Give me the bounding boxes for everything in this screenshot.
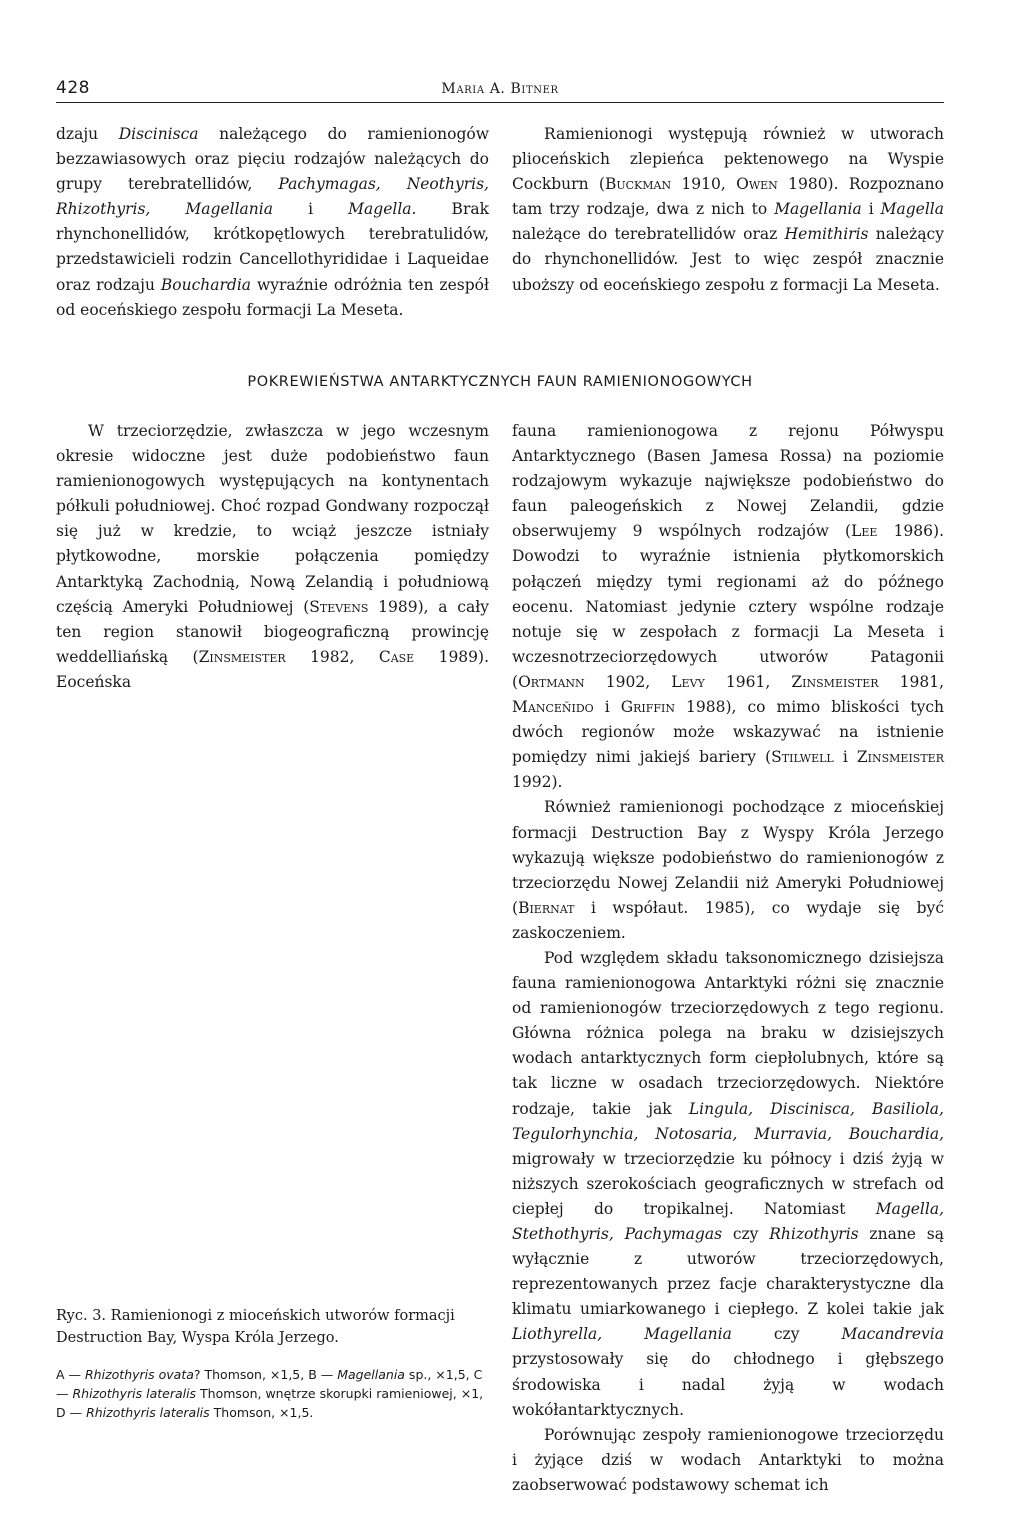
- paragraph: W trzeciorzędzie, zwłaszcza w jego wczesnym okresie widoczne jest duże podobieństwo faun ramienionogowych występujących na kontynentach półkuli południowej. Choć rozpad Gondwany rozpoczął się już w kredzie, to wciąż jeszcze istniały płytkowodne, morskie połączenia pomiędzy Antarktyką Zachodnią, Nową Zelandią i południową częścią Ameryki Południowej (Stevens 1989), a cały ten region stanowił biogeograficzną prowincję weddelliańską (Zinsmeister 1982, Case 1989). Eoceńska: [56, 422, 489, 691]
- text-column-top-right: [512, 122, 944, 298]
- paragraph: Ramienionogi występują również w utworach plioceńskich zlepieńca pektenowego na Wyspie Cockburn (Buckman 1910, Owen 1980). Rozpoznano tam trzy rodzaje, dwa z nich to Magellania i Magella należące do terebratellidów oraz Hemithiris należący do rhynchonellidów. Jest to więc zespół znacznie uboższy od eoceńskiego zespołu z formacji La Meseta.: [512, 125, 944, 294]
- paragraph: fauna ramienionogowa z rejonu Półwyspu Antarktycznego (Basen Jamesa Rossa) na poziomie rodzajowym wykazuje największe podobieństwo do faun paleogeńskich z Nowej Zelandii, gdzie obserwujemy 9 wspólnych rodzajów (Lee 1986). Dowodzi to wyraźnie istnienia płytkomorskich połączeń między tymi regionami aż do późnego eocenu. Natomiast jedynie cztery wspólne rodzaje notuje się w zespołach z formacji La Meseta i wczesnotrzeciorzędowych utworów Patagonii (Ortmann 1902, Levy 1961, Zinsmeister 1981, Manceñido i Griffin 1988), co mimo bliskości tych dwóch regionów może wskazywać na istnienie pomiędzy nimi jakiejś bariery (Stilwell i Zinsmeister 1992).: [512, 422, 945, 792]
- text-column-right: [512, 419, 944, 1498]
- section-heading: POKREWIEŃSTWA ANTARKTYCZNYCH FAUN RAMIENIONOGOWYCH: [247, 374, 753, 390]
- page-header: [56, 78, 944, 103]
- paragraph: Pod względem składu taksonomicznego dzisiejsza fauna ramienionogowa Antarktyki różni się znacznie od ramienionogów trzeciorzędowych z tego regionu. Główna różnica polega na braku w dzisiejszych wodach antarktycznych form ciepłolubnych, które są tak liczne w osadach trzeciorzędowych. Niektóre rodzaje, takie jak Lingula, Discinisca, Basiliola, Tegulorhynchia, Notosaria, Murravia, Bouchardia, migrowały w trzeciorzędzie ku północy i dziś żyją w niższych szerokościach geograficznych w strefach od ciepłej do tropikalnej. Natomiast Magella, Stethothyris, Pachymagas czy Rhizothyris znane są wyłącznie z utworów trzeciorzędowych, reprezentowanych przez facje charakterystyczne dla klimatu umiarkowanego i ciepłego. Z kolei takie jak Liothyrella, Magellania czy Macandrevia przystosowały się do chłodnego i głębszego środowiska i nadal żyją w wodach wokółantarktycznych.: [512, 948, 944, 1419]
- paragraph: Również ramienionogi pochodzące z mioceńskiej formacji Destruction Bay z Wyspy Króla Jerzego wykazują większe podobieństwo do ramienionogów z trzeciorzędu Nowej Zelandii niż Ameryki Południowej (Biernat i współaut. 1985), co wydaje się być zaskoczeniem.: [512, 798, 944, 942]
- paragraph: dzaju Discinisca należącego do ramienionogów bezzawiasowych oraz pięciu rodzajów należących do grupy terebratellidów, Pachymagas, Neothyris, Rhizothyris, Magellania i Magella. Brak rhynchonellidów, krótkopętlowych terebratulidów, przedstawicieli rodzin Cancellothyrididae i Laqueidae oraz rodzaju Bouchardia wyraźnie odróżnia ten zespół od eoceńskiego zespołu formacji La Meseta.: [56, 125, 489, 319]
- paragraph: Porównując zespoły ramienionogowe trzeciorzędu i żyjące dziś w wodach Antarktyki to można zaobserwować podstawowy schemat ich: [512, 1425, 944, 1494]
- running-head: Maria A. Bitner: [441, 81, 559, 97]
- figure-placeholder: [56, 690, 489, 1296]
- page-number: 428: [56, 78, 90, 98]
- text-column-top-left: [56, 122, 489, 323]
- figure-legend: A — Rhizothyris ovata? Thomson, ×1,5, B — Magellania sp., ×1,5, C — Rhizothyris lateralis Thomson, wnętrze skorupki ramieniowej, ×1, D — Rhizothyris lateralis Thomson, ×1,5.: [56, 1367, 484, 1420]
- figure-caption: Ryc. 3. Ramienionogi z mioceńskich utworów formacji Destruction Bay, Wyspa Króla Jerzego.: [56, 1308, 455, 1346]
- text-column-left: [56, 419, 489, 695]
